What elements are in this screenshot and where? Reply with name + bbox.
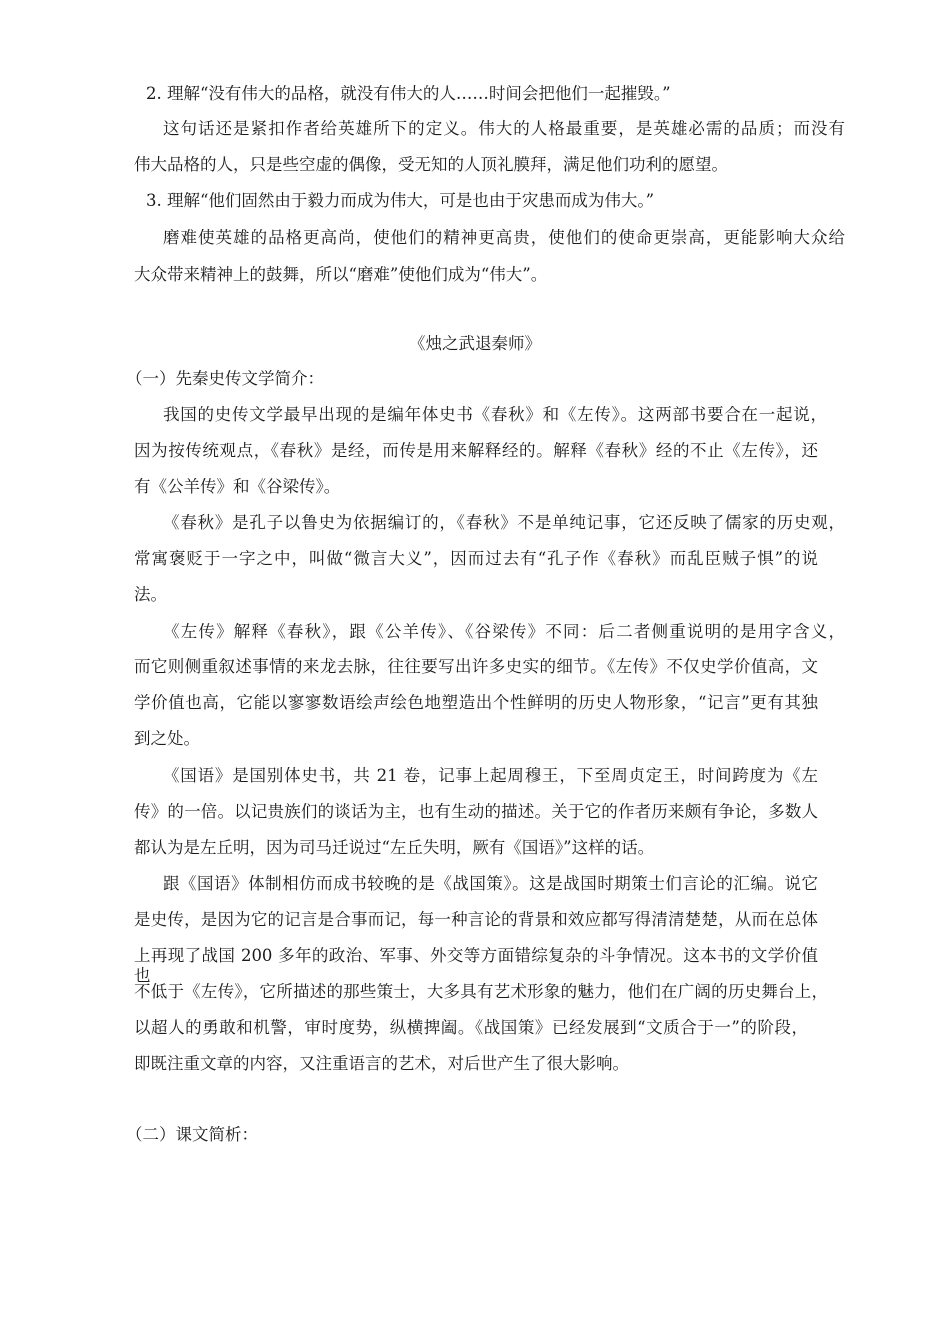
- paragraph-4-line-1: 《国语》是国别体史书，共 21 卷，记事上起周穆王，下至周贞定王，时间跨度为《左: [163, 766, 818, 785]
- item-3-heading: 3. 理解“他们固然由于毅力而成为伟大，可是也由于灾患而成为伟大。”: [146, 191, 655, 210]
- paragraph-1-line-1: 我国的史传文学最早出现的是编年体史书《春秋》和《左传》。这两部书要合在一起说，: [163, 405, 827, 424]
- item-2-line-2: 伟大品格的人，只是些空虚的偶像，受无知的人顶礼膜拜，满足他们功利的愿望。: [134, 155, 728, 174]
- paragraph-2-line-2: 常寓褒贬于一字之中，叫做“微言大义”，因而过去有“孔子作《春秋》而乱臣贼子惧”的说: [134, 549, 818, 568]
- paragraph-5-line-3: 上再现了战国 200 多年的政治、军事、外交等方面错综复杂的斗争情况。这本书的文学价值也: [134, 946, 818, 985]
- lesson-title: 《烛之武退秦师》: [409, 334, 541, 353]
- paragraph-5-line-4: 不低于《左传》，它所描述的那些策士，大多具有艺术形象的魅力，他们在广阔的历史舞台上，: [134, 982, 828, 1001]
- paragraph-3-line-4: 到之处。: [134, 729, 200, 748]
- section-1-heading: （一）先秦史传文学简介：: [126, 369, 324, 388]
- paragraph-3-line-1: 《左传》解释《春秋》，跟《公羊传》、《谷梁传》不同：后二者侧重说明的是用字含义，: [163, 622, 845, 641]
- paragraph-1-line-3: 有《公羊传》和《谷梁传》。: [134, 477, 341, 496]
- paragraph-1-line-2: 因为按传统观点，《春秋》是经，而传是用来解释经的。解释《春秋》经的不止《左传》，还: [134, 441, 818, 460]
- paragraph-4-line-3: 都认为是左丘明，因为司马迁说过“左丘失明，厥有《国语》”这样的话。: [134, 838, 655, 857]
- paragraph-3-line-2: 而它则侧重叙述事情的来龙去脉，往往要写出许多史实的细节。《左传》不仅史学价值高，文: [134, 657, 818, 676]
- paragraph-5-line-6: 即既注重文章的内容，又注重语言的艺术，对后世产生了很大影响。: [134, 1054, 629, 1073]
- item-3-line-1: 磨难使英雄的品格更高尚，使他们的精神更高贵，使他们的使命更崇高，更能影响大众给: [163, 228, 845, 247]
- item-2-line-1: 这句话还是紧扣作者给英雄所下的定义。伟大的人格最重要，是英雄必需的品质；而没有: [163, 119, 845, 138]
- section-2-heading: （二）课文简析：: [126, 1125, 258, 1144]
- paragraph-5-line-2: 是史传，是因为它的记言是合事而记，每一种言论的背景和效应都写得清清楚楚，从而在总体: [134, 910, 818, 929]
- paragraph-5-line-5: 以超人的勇敢和机警，审时度势，纵横捭阖。《战国策》已经发展到“文质合于一”的阶段，: [134, 1018, 808, 1037]
- paragraph-5-line-1: 跟《国语》体制相仿而成书较晚的是《战国策》。这是战国时期策士们言论的汇编。说它: [163, 874, 818, 893]
- paragraph-4-line-2: 传》的一倍。以记贵族们的谈话为主，也有生动的描述。关于它的作者历来颇有争论，多数人: [134, 802, 818, 821]
- paragraph-2-line-1: 《春秋》是孔子以鲁史为依据编订的，《春秋》不是单纯记事，它还反映了儒家的历史观，: [163, 513, 845, 532]
- paragraph-2-line-3: 法。: [134, 585, 167, 604]
- paragraph-3-line-3: 学价值也高，它能以寥寥数语绘声绘色地塑造出个性鲜明的历史人物形象，“记言”更有其独: [134, 693, 818, 712]
- item-3-line-2: 大众带来精神上的鼓舞，所以“磨难”使他们成为“伟大”。: [134, 265, 548, 284]
- item-2-heading: 2. 理解“没有伟大的品格，就没有伟大的人……时间会把他们一起摧毁。”: [146, 84, 671, 103]
